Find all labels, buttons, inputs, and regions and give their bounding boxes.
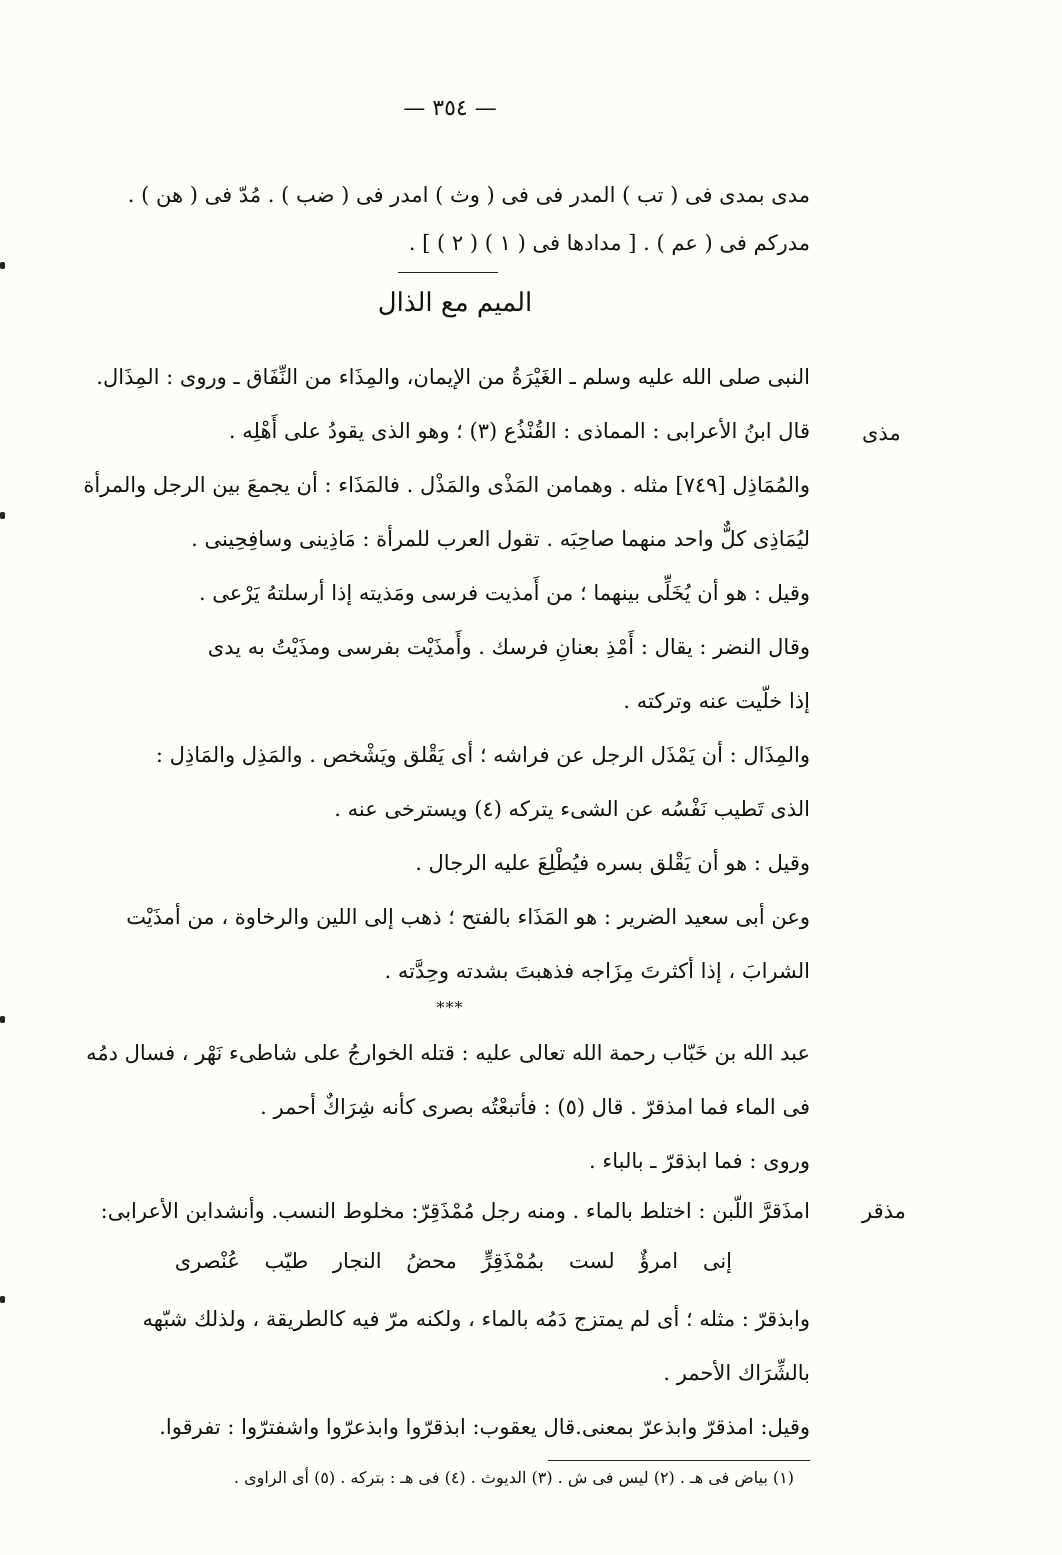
text-line: قال ابنُ الأعرابى : المماذى : القُنْذُع (٣) ؛ وهو الذى يقودُ على أَهْلِه . [228,419,810,443]
text-line: وقيل : هو أن يُخَلِّى بينهما ؛ من أَمذيت فرسى ومَذيته إذا أرسلتهُ يَرْعى . [198,581,810,605]
text-line: وابذقرّ : مثله ؛ أى لم يمتزج دَمُه بالماء ، ولكنه مرّ فيه كالطريقة ، ولذلك شبّهه [142,1307,810,1331]
intro-line: مدى بمدى فى ( تب ) المدر فى فى ( وث ) امدر فى ( ضب ) . مُدّ فى ( هن ) . [127,183,810,207]
text-line: وقيل: امذقرّ وابذعرّ بمعنى.قال يعقوب: ابذقرّوا وابذعرّوا واشفترّوا : تفرقوا. [159,1415,810,1439]
text-line: الشرابَ ، إذا أكثرتَ مِزَاجه فذهبتَ بشدته وحِدَّته . [384,959,810,983]
text-line: الذى تَطيب نَفْسُه عن الشىء يتركه (٤) ويسترخى عنه . [334,797,810,821]
text-line: فى الماء فما امذقرّ . قال (٥) : فأتبعْتُه بصرى كأنه شِرَاكٌ أحمر . [260,1095,810,1119]
text-line: بالشِّرَاك الأحمر . [663,1361,810,1385]
scan-mark [0,262,5,269]
headword-madhi: مذى [862,421,901,445]
scan-mark [0,512,5,519]
headword-madhqar: مذقر [862,1199,906,1223]
text-line: وعن أبى سعيد الضرير : هو المَذَاء بالفتح ؛ ذهب إلى اللين والرخاوة ، من أمذَيْت [126,905,810,929]
verse-line: إنى امرؤٌ لست بمُمْذَقِرٍّ محضُ النجار طيّب عُنْصرى [174,1249,732,1273]
section-title: الميم مع الذال [377,288,533,318]
scan-mark [0,1296,5,1303]
text-line: امذَقرَّ اللّبن : اختلط بالماء . ومنه رجل مُمْذَقِرّ: مخلوط النسب. وأنشدابن الأعرابى: [100,1199,810,1223]
page-number: — ٣٥٤ — [403,96,497,121]
text-line: إذا خلّيت عنه وتركته . [623,689,810,713]
text-line: وقال النضر : يقال : أَمْذِ بعنانِ فرسك . وأَمذَيْت بفرسى ومذَيْتُ به يدى [207,635,810,659]
footnote-rule [548,1460,810,1461]
short-divider [398,272,498,273]
text-line: والمِذَال : أن يَمْذَل الرجل عن فراشه ؛ أى يَقْلق ويَشْخص . والمَذِل والمَاذِل : [155,743,810,767]
text-line: وقيل : هو أن يَقْلق بسره فيُطْلِعَ عليه الرجال . [415,851,810,875]
scan-mark [0,1016,5,1023]
text-line: والمُمَاذِل [٧٤٩] مثله . وهمامن المَذْى والمَذْل . فالمَذَاء : أن يجمعَ بين الرجل والمرأة [83,473,810,497]
footnotes: (١) بياض فى هـ . (٢) ليس فى ش . (٣) الديوث . (٤) فى هـ : بتركه . (٥) أى الراوى . [233,1468,794,1487]
section-separator: *** [436,998,464,1017]
intro-line: مدركم فى ( عم ) . [ مدادها فى ( ١ ) ( ٢ ) ] . [408,231,810,255]
text-line: النبى صلى الله عليه وسلم ـ الغَيْرَةُ من الإيمان، والمِذَاء من النِّفَاق ـ وروى : المِذَال. [96,365,810,389]
text-line: ليُمَاذِى كلٌّ واحد منهما صاحِبَه . تقول العرب للمرأة : مَاذِينى وسافِحِينى . [191,527,810,551]
text-line: عبد الله بن خَبّاب رحمة الله تعالى عليه : قتله الخوارجُ على شاطىء نَهْر ، فسال دمُه [86,1041,810,1065]
text-line: وروى : فما ابذقرّ ـ بالباء . [589,1149,810,1173]
